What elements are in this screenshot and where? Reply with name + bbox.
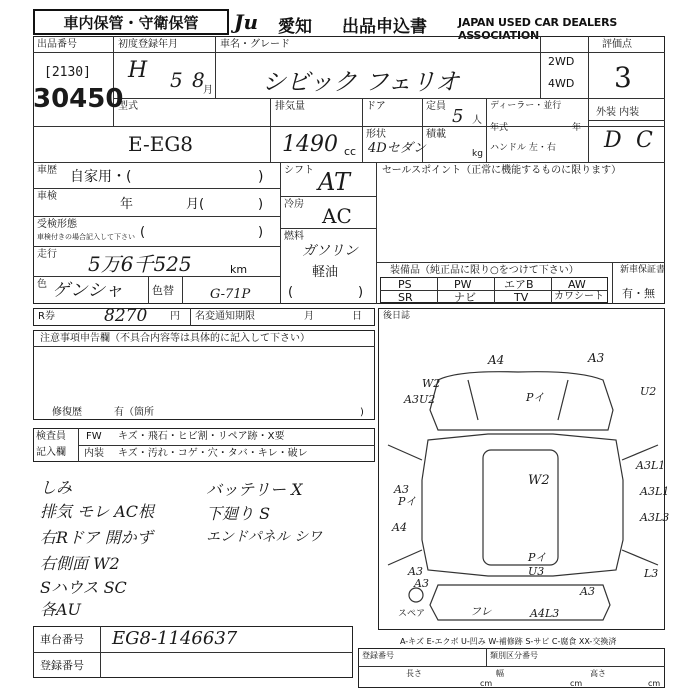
- mark-a3u2: A3U2: [404, 393, 436, 406]
- handle-label: ハンドル 左・右: [490, 143, 556, 153]
- lot-number: 30450: [33, 84, 124, 114]
- capacity: 5: [452, 106, 464, 127]
- remark-line-3: 右Rドア 開かず: [40, 528, 153, 547]
- fuel-label: 燃料: [284, 231, 304, 242]
- aircon-label: 冷房: [284, 199, 304, 210]
- mark-u2: U2: [640, 385, 657, 398]
- accept-label: 受検形態: [37, 219, 77, 230]
- fw-items: キズ・飛石・ヒビ割・リペア跡・X要: [118, 431, 285, 442]
- remark-line-6: 各AU: [40, 600, 82, 619]
- capacity-label: 定員: [426, 101, 446, 112]
- inspector-label: 検査員: [36, 431, 66, 442]
- sales-point-label: セールスポイント（正常に機能するものに限ります）: [382, 165, 622, 176]
- mileage-value: 5万6千525: [88, 252, 192, 276]
- remark-right-2: 下廻り S: [206, 504, 271, 523]
- interior-items: キズ・汚れ・コゲ・穴・タバ・キレ・破レ: [118, 448, 308, 459]
- interior-grade: C: [636, 128, 653, 153]
- mark-fure: フレ: [470, 605, 492, 618]
- inspection-label: 車検: [37, 191, 57, 202]
- fw-label: FW: [86, 431, 102, 442]
- br-cm-2: cm: [570, 679, 583, 688]
- mark-a3l1-mid: A3L1: [640, 485, 670, 498]
- transfer-day: 日: [352, 311, 362, 322]
- mark-a3-top: A3: [588, 351, 605, 365]
- fuel-gasoline: ガソリン: [302, 243, 358, 259]
- displacement-label: 排気量: [275, 101, 305, 112]
- inspection-year-unit: 年: [120, 197, 134, 212]
- br-cm-1: cm: [480, 679, 493, 688]
- shape-label: 形状: [366, 129, 386, 140]
- door-label: ドア: [366, 101, 386, 112]
- equip-tv: TV: [514, 291, 529, 304]
- inspection-close: ): [258, 197, 264, 212]
- repair-value: 有（箇所: [114, 407, 154, 418]
- mark-a4l3: A4L3: [530, 607, 560, 620]
- drive-2wd: 2WD: [548, 55, 575, 68]
- fuel-paren-close: ): [358, 285, 364, 300]
- remark-line-1: しみ: [40, 478, 73, 497]
- drive-4wd: 4WD: [548, 77, 575, 90]
- mark-p-left: Pイ: [398, 495, 417, 508]
- br-class-label: 類別区分番号: [490, 651, 538, 660]
- loading-label: 積載: [426, 129, 446, 140]
- shift-value: AT: [318, 168, 351, 196]
- score: 3: [614, 61, 632, 94]
- score-label: 評価点: [602, 39, 632, 50]
- transfer-label: 名変通知期限: [195, 311, 255, 322]
- mark-a3-lower2: A3: [414, 577, 429, 590]
- repair-label: 修復歴: [52, 407, 82, 418]
- kg-unit: kg: [472, 149, 483, 159]
- displacement: 1490: [282, 132, 338, 157]
- association-name: JAPAN USED CAR DEALERS ASSOCIATION: [458, 16, 618, 42]
- mileage-label: 走行: [37, 249, 57, 260]
- model-label: 型式: [118, 101, 138, 112]
- mark-a3l1-right: A3L1: [636, 459, 666, 472]
- remark-line-5: Sハウス SC: [40, 578, 127, 597]
- mark-l3: L3: [644, 567, 659, 580]
- history-close: ): [258, 169, 264, 185]
- color-code: G-71P: [210, 287, 251, 302]
- equip-sr: SR: [398, 291, 413, 304]
- mark-a4-top: A4: [488, 353, 505, 367]
- repair-close: ): [360, 407, 364, 418]
- mark-p-bottom: Pイ: [528, 551, 547, 564]
- equip-ps: PS: [398, 278, 412, 291]
- interior-label: 内装: [84, 448, 104, 459]
- equip-pw: PW: [454, 278, 472, 291]
- model-code: E-EG8: [128, 132, 194, 156]
- br-reg-label: 登録番号: [362, 651, 394, 660]
- color-value: ゲンシャ: [52, 280, 123, 301]
- form-title: 出品申込書: [342, 17, 427, 37]
- inspection-month-unit: 月(: [186, 197, 205, 212]
- notes-label: 注意事項申告欄（不具合内容等は具体的に記入して下さい）: [40, 333, 310, 344]
- chassis-label: 車台番号: [40, 633, 84, 646]
- equipment-label: 装備品（純正品に限り○をつけて下さい）: [390, 265, 579, 276]
- warranty-label: 新車保証書: [620, 265, 666, 275]
- br-cm-3: cm: [648, 679, 661, 688]
- recycle-unit: 円: [170, 311, 180, 322]
- equip-navi: ナビ: [454, 291, 476, 304]
- shape: 4Dセダン: [368, 141, 426, 156]
- ext-int-label: 外装 内装: [596, 107, 640, 118]
- car-name: シビック フェリオ: [262, 68, 460, 96]
- car-name-label: 車名・グレード: [220, 39, 290, 50]
- mark-a3-left: A3: [394, 483, 409, 496]
- capacity-unit: 人: [472, 115, 482, 126]
- spare-label: スペア: [398, 609, 426, 619]
- damage-legend: A-キズ E-エクボ U-凹み W-補修跡 S-サビ C-腐食 XX-交換済: [400, 637, 617, 646]
- warranty-value: 有・無: [622, 287, 655, 300]
- mark-a3l3: A3L3: [640, 511, 670, 524]
- month-unit: 月: [203, 85, 213, 96]
- mark-a3-bottom: A3: [580, 585, 595, 598]
- equip-leather: カワシート: [554, 291, 604, 302]
- cc-unit: cc: [344, 145, 357, 158]
- br-width-label: 幅: [496, 669, 504, 678]
- aircon-value: AC: [322, 204, 352, 228]
- dealer-label: ディーラー・並行: [490, 101, 562, 111]
- mark-a3-lower: A3: [408, 565, 423, 578]
- mark-u3: U3: [528, 565, 545, 578]
- registration-label: 登録番号: [40, 659, 84, 672]
- accept-sub: 車検付きの場合記入して下さい: [37, 233, 135, 241]
- inspector-record-label: 記入欄: [36, 447, 66, 458]
- reg-year: 5: [170, 68, 183, 92]
- equip-aw: AW: [568, 278, 586, 291]
- mark-p-top: Pイ: [526, 391, 545, 404]
- recycle-value: 8270: [104, 306, 148, 326]
- mark-w2-center: W2: [528, 473, 550, 488]
- lot-sub: [2130]: [44, 65, 91, 80]
- remark-line-2: 排気 モレ AC根: [40, 502, 154, 521]
- history-label: 車歴: [37, 165, 57, 176]
- transfer-month: 月: [304, 311, 314, 322]
- diagram-label: 後日誌: [383, 311, 411, 321]
- br-length-label: 長さ: [406, 669, 422, 678]
- lot-label: 出品番号: [37, 39, 77, 50]
- remark-right-3: エンドパネル シワ: [206, 529, 323, 545]
- color-label: 色: [37, 279, 47, 290]
- accept-open: (: [140, 225, 146, 240]
- fuel-paren-open: (: [288, 285, 294, 300]
- br-height-label: 高さ: [590, 669, 606, 678]
- first-reg-label: 初度登録年月: [118, 39, 178, 50]
- remark-line-4: 右側面 W2: [40, 554, 120, 573]
- mark-w2-left: W2: [422, 377, 441, 390]
- chassis-number: EG8-1146637: [112, 628, 238, 649]
- accept-close: ): [258, 225, 264, 240]
- ju-logo: Ju: [234, 10, 259, 34]
- mileage-unit: km: [230, 263, 248, 276]
- equip-airbag: エアB: [504, 278, 534, 291]
- recycle-label: R券: [38, 311, 55, 322]
- model-year-label: 年式: [490, 123, 509, 133]
- exterior-grade: D: [604, 128, 622, 153]
- mark-a4-left: A4: [392, 521, 407, 534]
- history-value: 自家用・(: [70, 169, 132, 185]
- remark-right-1: バッテリー X: [206, 480, 303, 499]
- storage-label: 車内保管・守衛保管: [33, 9, 229, 35]
- reg-month: 8: [192, 68, 205, 92]
- fuel-diesel: 軽油: [312, 265, 339, 280]
- model-year-unit: 年: [572, 123, 582, 133]
- era: H: [128, 58, 148, 83]
- shift-label: シフト: [284, 165, 314, 176]
- org-name: 愛知: [278, 17, 312, 37]
- color-change-label: 色替: [152, 284, 174, 297]
